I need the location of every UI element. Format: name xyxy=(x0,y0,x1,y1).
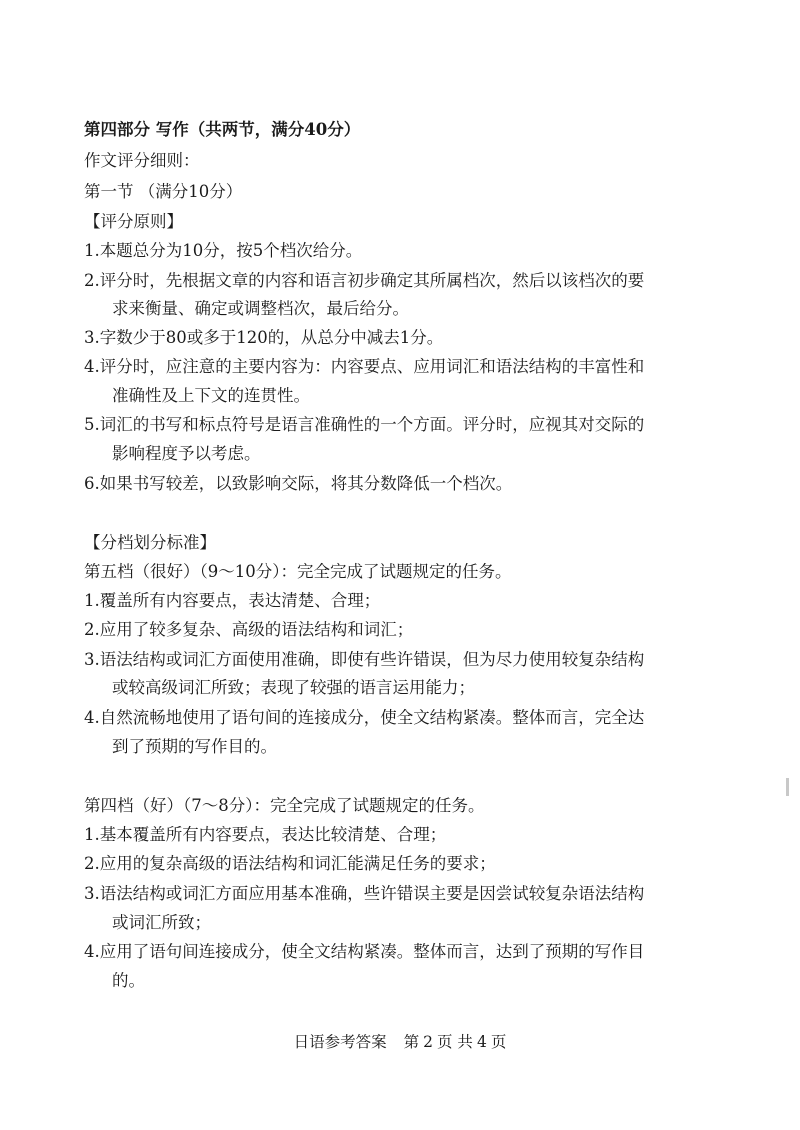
footer-page-prefix: 第 xyxy=(403,1033,420,1051)
principle-item: 4.评分时，应注意的主要内容为：内容要点、应用词汇和语法结构的丰富性和 xyxy=(84,357,645,376)
principle-item: 5.词汇的书写和标点符号是语言准确性的一个方面。评分时，应视其对交际的 xyxy=(84,415,645,434)
principles-heading: 【评分原则】 xyxy=(84,212,183,231)
principle-item: 2.评分时，先根据文章的内容和语言初步确定其所属档次，然后以该档次的要 xyxy=(84,271,645,290)
principle-item-cont: 求来衡量、确定或调整档次，最后给分。 xyxy=(112,299,409,318)
rubric-intro: 作文评分细则： xyxy=(84,151,200,170)
principle-item: 6.如果书写较差，以致影响交际，将其分数降低一个档次。 xyxy=(84,474,513,493)
page-footer xyxy=(0,1031,800,1053)
level4-item: 4.应用了语句间连接成分，使全文结构紧凑。整体而言，达到了预期的写作目 xyxy=(84,942,645,961)
footer-page-suffix: 页 xyxy=(490,1033,507,1051)
principle-item: 1.本题总分为10分，按5个档次给分。 xyxy=(84,241,363,260)
level5-item: 1.覆盖所有内容要点，表达清楚、合理； xyxy=(84,591,381,610)
level5-title: 第五档（很好）（9～10分）：完全完成了试题规定的任务。 xyxy=(84,562,512,581)
level5-item-cont: 或较高级词汇所致；表现了较强的语言运用能力； xyxy=(112,678,475,697)
level4-item-cont: 的。 xyxy=(112,971,145,990)
grading-heading: 【分档划分标准】 xyxy=(84,533,216,552)
principle-item: 3.字数少于80或多于120的，从总分中减去1分。 xyxy=(84,328,444,347)
principle-item-cont: 影响程度予以考虑。 xyxy=(112,444,261,463)
level5-item: 4.自然流畅地使用了语句间的连接成分，使全文结构紧凑。整体而言，完全达 xyxy=(84,708,645,727)
footer-page-total: 4 xyxy=(476,1033,487,1051)
section-title: 第一节 （满分10分） xyxy=(84,182,243,201)
scan-artifact xyxy=(786,778,789,796)
level4-item: 2.应用的复杂高级的语法结构和词汇能满足任务的要求； xyxy=(84,854,496,873)
footer-doc-name: 日语参考答案 xyxy=(293,1033,387,1051)
level4-item-cont: 或词汇所致； xyxy=(112,913,211,932)
footer-page-number: 2 xyxy=(423,1033,433,1051)
principle-item-cont: 准确性及上下文的连贯性。 xyxy=(112,386,310,405)
level4-item: 1.基本覆盖所有内容要点，表达比较清楚、合理； xyxy=(84,825,447,844)
footer-page-mid: 页 共 xyxy=(437,1033,473,1051)
level5-item: 2.应用了较多复杂、高级的语法结构和词汇； xyxy=(84,620,414,639)
level5-item-cont: 到了预期的写作目的。 xyxy=(112,737,277,756)
level4-item: 3.语法结构或词汇方面应用基本准确，些许错误主要是因尝试较复杂语法结构 xyxy=(84,884,645,903)
level4-title: 第四档（好）（7～8分）：完全完成了试题规定的任务。 xyxy=(84,796,485,815)
part-title: 第四部分 写作（共两节，满分40分） xyxy=(84,120,361,139)
level5-item: 3.语法结构或词汇方面使用准确，即使有些许错误，但为尽力使用较复杂结构 xyxy=(84,650,645,669)
